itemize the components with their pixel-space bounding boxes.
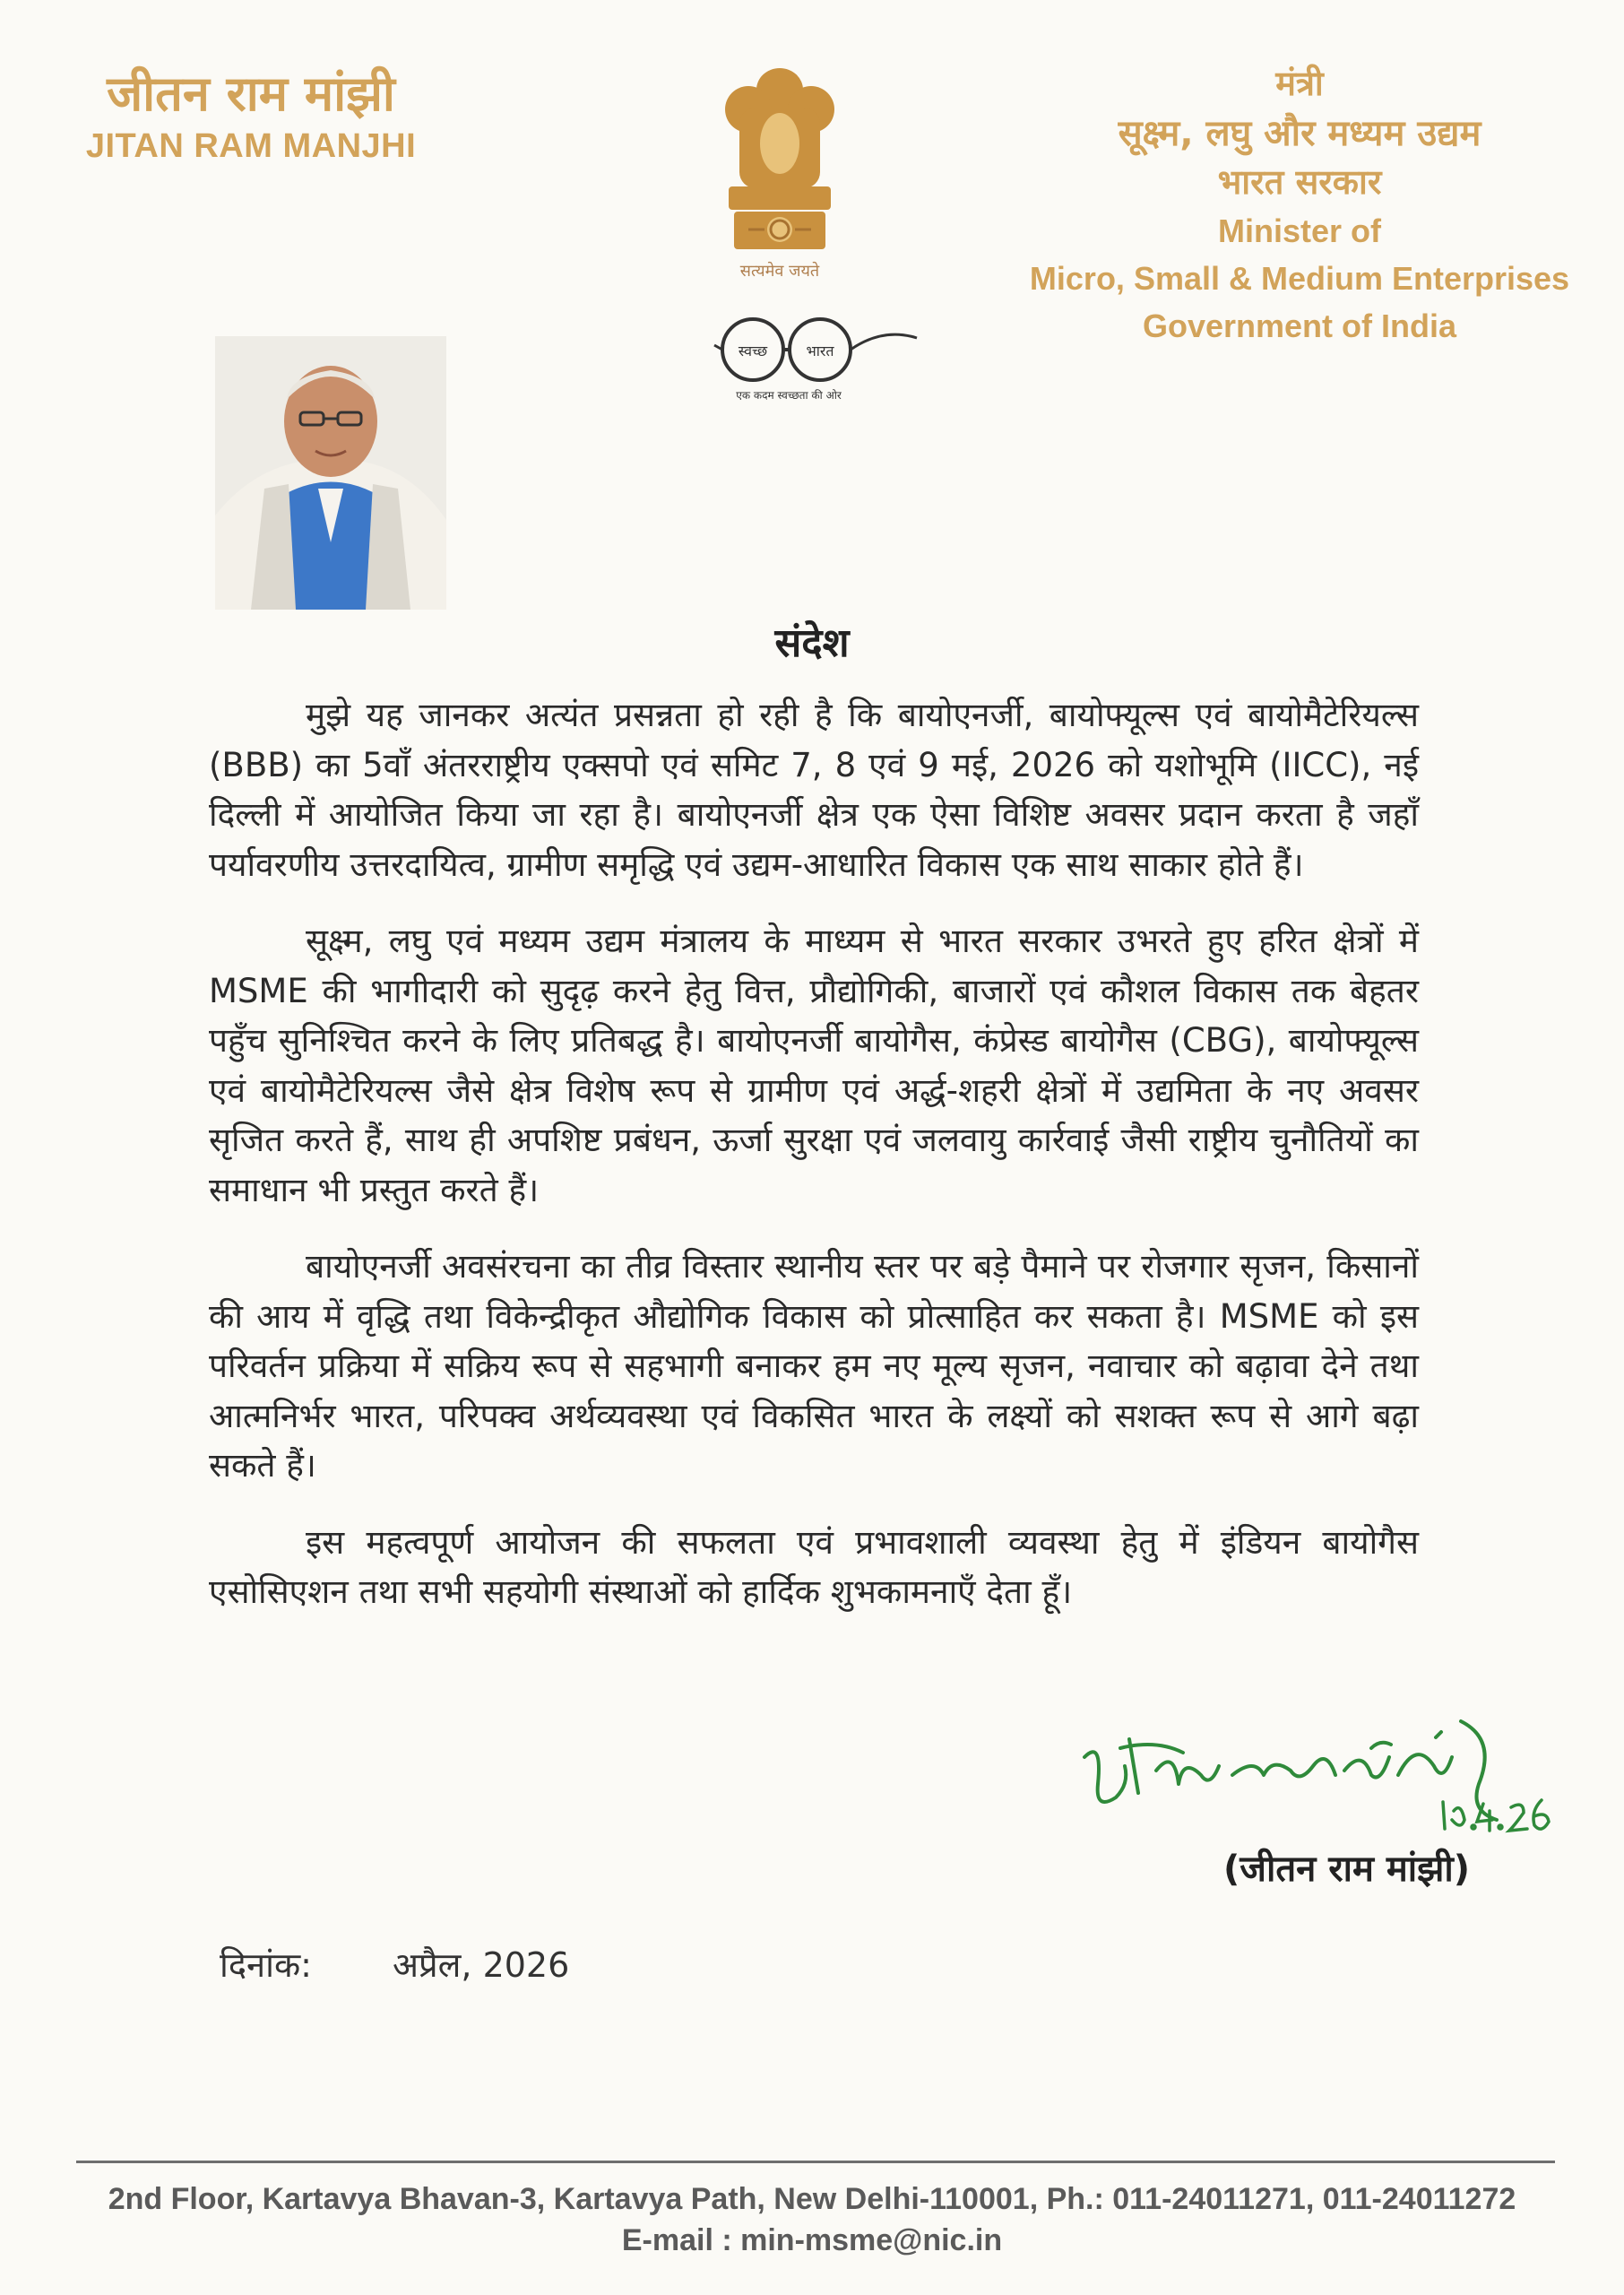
signer-name: (जीतन राम मांझी) — [1223, 1849, 1470, 1890]
swachh-right-text: भारत — [806, 342, 834, 359]
title-english-ministry: Micro, Small & Medium Enterprises — [1029, 260, 1570, 297]
footer-divider — [76, 2161, 1555, 2163]
footer-address: 2nd Floor, Kartavya Bhavan-3, Kartavya Path, New Delhi-110001, Ph.: 011-24011271, 011-24011272 — [108, 2182, 1516, 2216]
name-english: JITAN RAM MANJHI — [85, 127, 417, 166]
footer — [0, 2178, 1624, 2261]
handwritten-signature — [1075, 1685, 1577, 1865]
national-emblem-icon — [713, 54, 847, 287]
body-paragraph: मुझे यह जानकर अत्यंत प्रसन्नता हो रही है कि बायोएनर्जी, बायोफ्यूल्स एवं बायोमैटेरियल्स (BBB) का 5वाँ अंतरराष्ट्रीय एक्सपो एवं समिट 7, 8 एवं 9 मई, 2026 को यशोभूमि (IICC), नई दिल्ली में आयोजित किया जा रहा है। बायोएनर्जी क्षेत्र एक ऐसा विशिष्ट अवसर प्रदान करता है जहाँ पर्यावरणीय उत्तरदायित्व, ग्रामीण समृद्धि एवं उद्यम-आधारित विकास एक साथ साकार होते हैं। — [209, 696, 1419, 884]
swachh-bharat-logo — [713, 309, 928, 408]
minister-portrait — [215, 336, 446, 610]
footer-email: E-mail : min-msme@nic.in — [621, 2223, 1003, 2257]
title-hindi-government: भारत सरकार — [1217, 161, 1382, 202]
title-hindi-ministry: सूक्ष्म, लघु और मध्यम उद्यम — [1118, 112, 1481, 154]
letter-heading: संदेश — [774, 620, 850, 666]
date-value: अप्रैल, 2026 — [393, 1945, 570, 1985]
body-paragraph: सूक्ष्म, लघु एवं मध्यम उद्यम मंत्रालय के माध्यम से भारत सरकार उभरते हुए हरित क्षेत्रों में MSME की भागीदारी को सुदृढ़ करने हेतु वित्त, प्रौद्योगिकी, बाजारों एवं कौशल विकास तक बेहतर पहुँच सुनिश्चित करने के लिए प्रतिबद्ध है। बायोएनर्जी बायोगैस, कंप्रेस्ड बायोगैस (CBG), बायोफ्यूल्स एवं बायोमैटेरियल्स जैसे क्षेत्र विशेष रूप से ग्रामीण एवं अर्द्ध-शहरी क्षेत्रों में उद्यमिता के नए अवसर सृजित करते हैं, साथ ही अपशिष्ट प्रबंधन, ऊर्जा सुरक्षा एवं जलवायु कार्रवाई जैसी राष्ट्रीय चुनौतियों का समाधान भी प्रस्तुत करते हैं। — [209, 922, 1419, 1209]
swachh-left-text: स्वच्छ — [738, 342, 768, 359]
letter-body — [209, 690, 1419, 1644]
body-paragraph: बायोएनर्जी अवसंरचना का तीव्र विस्तार स्थानीय स्तर पर बड़े पैमाने पर रोजगार सृजन, किसानों की आय में वृद्धि तथा विकेन्द्रीकृत औद्योगिक विकास को प्रोत्साहित कर सकता है। MSME को इस परिवर्तन प्रक्रिया में सक्रिय रूप से सहभागी बनाकर हम नए मूल्य सृजन, नवाचार को बढ़ावा देने तथा आत्मनिर्भर भारत, परिपक्व अर्थव्यवस्था एवं विकसित भारत के लक्ष्यों को सशक्त रूप से आगे बढ़ा सकते हैं। — [209, 1247, 1419, 1485]
emblem-motto: सत्यमेव जयते — [739, 262, 820, 281]
name-hindi: जीतन राम मांझी — [107, 65, 395, 122]
title-english-government: Government of India — [1142, 307, 1457, 344]
body-paragraph: इस महत्वपूर्ण आयोजन की सफलता एवं प्रभावशाली व्यवस्था हेतु में इंडियन बायोगैस एसोसिएशन तथा सभी सहयोगी संस्थाओं को हार्दिक शुभकामनाएँ देता हूँ। — [209, 1522, 1419, 1611]
swachh-tagline: एक कदम स्वच्छता की ओर — [736, 389, 842, 402]
date-label: दिनांक: — [220, 1945, 312, 1985]
title-hindi-minister: मंत्री — [1275, 64, 1324, 103]
title-english-minister: Minister of — [1217, 212, 1381, 249]
letterhead-left — [54, 67, 448, 166]
letterhead-right — [1022, 63, 1577, 346]
